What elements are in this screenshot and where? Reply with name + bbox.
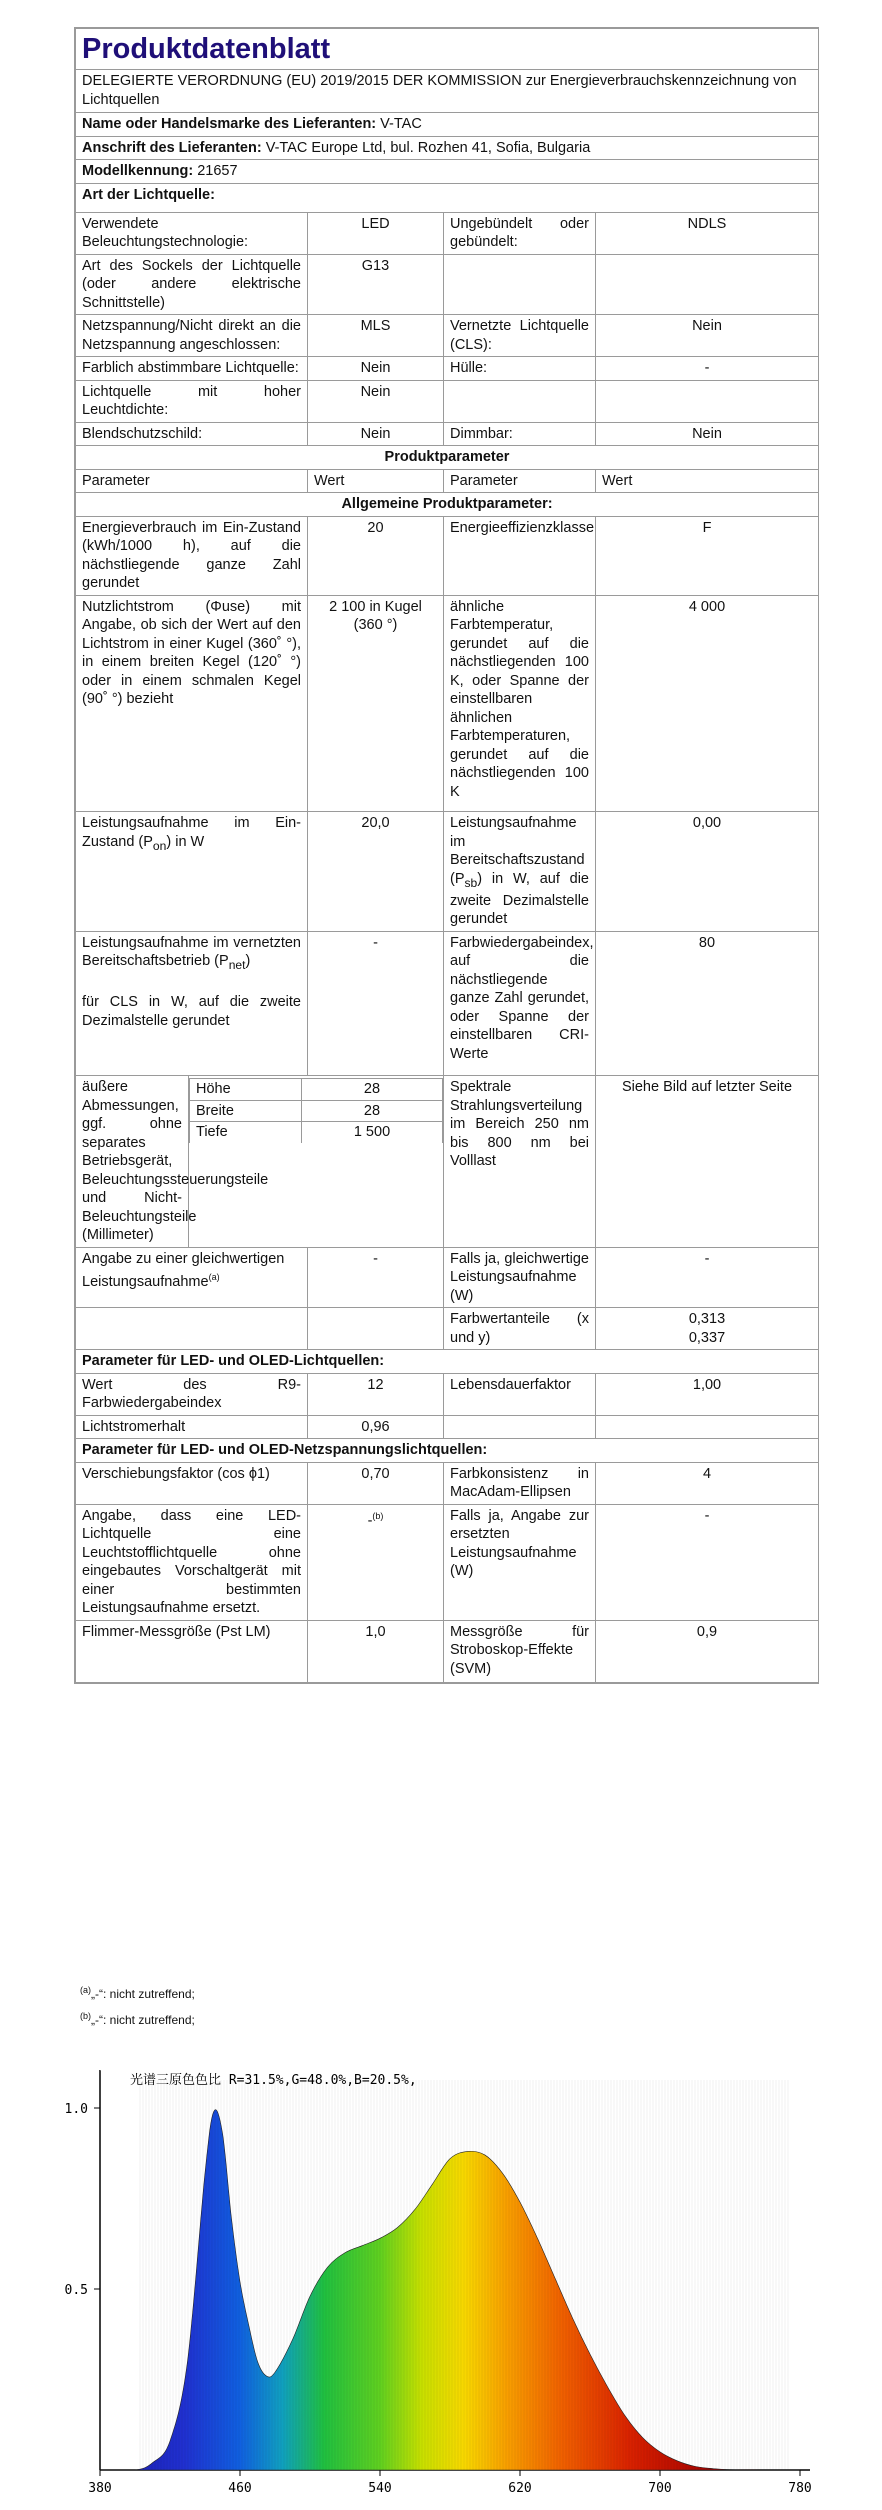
param-row-maintenance <box>76 1415 819 1439</box>
param-label: Spektrale Strahlungsverteilung im Bereich 250 nm bis 800 nm bei Volllast <box>444 1076 596 1248</box>
model-id: 21657 <box>197 163 238 179</box>
regulation-text: DELEGIERTE VERORDNUNG (EU) 2019/2015 DER KOMMISSION zur Energieverbrauchskennzeichnung von Lichtquellen <box>76 70 819 113</box>
type-value: - <box>596 357 819 381</box>
param-value: 80 <box>596 931 819 1076</box>
type-value <box>596 254 819 315</box>
col-value-header: Wert <box>308 469 444 493</box>
dim-value: 1 500 <box>302 1122 443 1143</box>
type-row <box>76 422 819 446</box>
type-heading: Art der Lichtquelle: <box>76 183 819 212</box>
x-tick-label: 700 <box>648 2481 672 2496</box>
param-label: Angabe, dass eine LED-Lichtquelle eine Leuchtstofflichtquelle ohne eingebautes Vorschaltgerät mit einer bestimmten Leistungsaufnahme ersetzt. <box>76 1504 308 1620</box>
type-param: Blendschutzschild: <box>76 422 308 446</box>
model-row <box>76 160 819 184</box>
param-value: - <box>596 1247 819 1308</box>
type-row <box>76 254 819 315</box>
type-row <box>76 357 819 381</box>
param-value: 2 100 in Kugel (360 °) <box>308 595 444 812</box>
param-row-chromaticity <box>76 1308 819 1350</box>
type-param <box>444 380 596 422</box>
footnote-a: $^{(a)}$„-“: nicht zutreffend; <box>80 1985 195 2001</box>
param-label: Farbkonsistenz in MacAdam-Ellipsen <box>444 1462 596 1504</box>
param-label: Nutzlichtstrom (Φuse) mit Angabe, ob sich der Wert auf den Lichtstrom in einer Kugel (360˚ °), in einem breiten Kegel (120˚ °) oder in einem schmalen Kegel (90˚ °) bezieht <box>76 595 308 812</box>
param-label: ähnliche Farbtemperatur, gerundet auf die nächstliegenden 100 K, oder Spanne der einstellbaren ähnlichen Farbtemperaturen, gerundet auf die nächstliegenden 100 K <box>444 595 596 812</box>
param-value: 20 <box>308 516 444 595</box>
product-data-sheet <box>74 27 819 1684</box>
param-value: 4 000 <box>596 595 819 812</box>
type-param: Verwendete Beleuchtungstechnologie: <box>76 212 308 254</box>
param-label: Lichtstromerhalt <box>76 1415 308 1439</box>
param-label: Falls ja, Angabe zur ersetzten Leistungsaufnahme (W) <box>444 1504 596 1620</box>
supplier-address-row <box>76 136 819 160</box>
type-param: Lichtquelle mit hoher Leuchtdichte: <box>76 380 308 422</box>
param-value: F <box>596 516 819 595</box>
param-row-cos <box>76 1462 819 1504</box>
param-value: - <box>596 1504 819 1620</box>
type-row <box>76 380 819 422</box>
type-value <box>596 380 819 422</box>
param-value: 0,96 <box>308 1415 444 1439</box>
col-value-header: Wert <box>596 469 819 493</box>
param-row-pon <box>76 812 819 932</box>
page-title: Produktdatenblatt <box>76 29 819 70</box>
param-value: 0,00 <box>596 812 819 932</box>
param-row-flux <box>76 595 819 812</box>
param-label: Lebensdauerfaktor <box>444 1373 596 1415</box>
param-row-replace <box>76 1504 819 1620</box>
param-value: 0,70 <box>308 1462 444 1504</box>
col-param-header: Parameter <box>444 469 596 493</box>
dim-label: Tiefe <box>190 1122 302 1143</box>
column-header-row <box>76 469 819 493</box>
supplier-name-label: Name oder Handelsmarke des Lieferanten: <box>82 116 377 132</box>
dimensions-table <box>189 1078 443 1143</box>
x-tick-label: 620 <box>508 2481 532 2496</box>
type-value: Nein <box>596 315 819 357</box>
type-param: Vernetzte Lichtquelle (CLS): <box>444 315 596 357</box>
type-value: Nein <box>308 357 444 381</box>
param-label: Farbwiedergabeindex, auf die nächstliegende ganze Zahl gerundet, oder Spanne der einstellbaren CRI-Werte <box>444 931 596 1076</box>
type-param <box>444 254 596 315</box>
x-tick-label: 380 <box>88 2481 112 2496</box>
supplier-name: V-TAC <box>380 116 422 132</box>
type-param: Hülle: <box>444 357 596 381</box>
type-param: Farblich abstimmbare Lichtquelle: <box>76 357 308 381</box>
footnote-b: $^{(b)}$„-“: nicht zutreffend; <box>80 2011 195 2027</box>
param-label: Energieeffizienzklasse <box>444 516 596 595</box>
param-label: Verschiebungsfaktor (cos ϕ1) <box>76 1462 308 1504</box>
dim-label: Höhe <box>190 1079 302 1101</box>
param-label: Messgröße für Stroboskop-Effekte (SVM) <box>444 1620 596 1683</box>
param-row-equivalent <box>76 1247 819 1308</box>
param-label: Falls ja, gleichwertige Leistungsaufnahme (W) <box>444 1247 596 1308</box>
x-tick-label: 540 <box>368 2481 392 2496</box>
supplier-address: V-TAC Europe Ltd, bul. Rozhen 41, Sofia, Bulgaria <box>265 139 591 156</box>
param-value: - <box>308 1247 444 1308</box>
param-value: 1,0 <box>308 1620 444 1683</box>
param-value: Siehe Bild auf letzter Seite <box>596 1076 819 1248</box>
param-value: 12 <box>308 1373 444 1415</box>
supplier-address-label: Anschrift des Lieferanten: <box>82 139 262 156</box>
type-value: NDLS <box>596 212 819 254</box>
param-value: 0,9 <box>596 1620 819 1683</box>
param-value: 1,00 <box>596 1373 819 1415</box>
param-row-r9 <box>76 1373 819 1415</box>
mains-heading: Parameter für LED- und OLED-Netzspannungslichtquellen: <box>76 1439 819 1463</box>
type-row <box>76 315 819 357</box>
param-value: -$^{(b)}$ <box>308 1504 444 1620</box>
param-row-dimensions <box>76 1076 819 1248</box>
dim-value: 28 <box>302 1100 443 1122</box>
model-label: Modellkennung: <box>82 163 194 179</box>
param-row-pnet <box>76 931 819 1076</box>
param-label: Angabe zu einer gleichwertigen Leistungsaufnahme$^{(a)}$ <box>76 1247 308 1308</box>
product-params-heading: Produktparameter <box>76 446 819 470</box>
spectral-distribution-chart <box>40 2040 860 2500</box>
param-row-energy <box>76 516 819 595</box>
footnotes <box>80 1979 195 2031</box>
type-value: G13 <box>308 254 444 315</box>
x-tick-label: 460 <box>228 2481 252 2496</box>
param-label: Leistungsaufnahme im Bereitschaftszustand $(P_{sb})$ in W, auf die zweite Dezimalstelle gerundet <box>444 812 596 932</box>
col-param-header: Parameter <box>76 469 308 493</box>
param-label: Energieverbrauch im Ein-Zustand (kWh/1000 h), auf die nächstliegende ganze Zahl gerundet <box>76 516 308 595</box>
param-value: - <box>308 931 444 1076</box>
type-row <box>76 212 819 254</box>
type-param: Art des Sockels der Lichtquelle (oder andere elektrische Schnittstelle) <box>76 254 308 315</box>
x-tick-label: 780 <box>788 2481 812 2496</box>
type-value: Nein <box>308 422 444 446</box>
param-label: Wert des R9-Farbwiedergabeindex <box>76 1373 308 1415</box>
param-row-flicker <box>76 1620 819 1683</box>
type-value: MLS <box>308 315 444 357</box>
type-param: Dimmbar: <box>444 422 596 446</box>
type-value: Nein <box>596 422 819 446</box>
y-tick-label: 1.0 <box>64 2102 88 2117</box>
supplier-name-row <box>76 113 819 137</box>
led-heading: Parameter für LED- und OLED-Lichtquellen: <box>76 1350 819 1374</box>
datasheet-table <box>75 28 819 1683</box>
dim-label: Breite <box>190 1100 302 1122</box>
param-label: Flimmer-Messgröße (Pst LM) <box>76 1620 308 1683</box>
param-value: 20,0 <box>308 812 444 932</box>
general-params-heading: Allgemeine Produktparameter: <box>76 493 819 517</box>
type-value: LED <box>308 212 444 254</box>
dim-value: 28 <box>302 1079 443 1101</box>
chart-title: 光谱三原色色比 R=31.5%,G=48.0%,B=20.5%, <box>130 2073 417 2088</box>
param-value: 0,313 0,337 <box>596 1308 819 1350</box>
y-tick-label: 0.5 <box>64 2283 88 2298</box>
param-label: Leistungsaufnahme im Ein-Zustand $(P_{on})$ in W <box>76 812 308 932</box>
param-label: äußere Abmessungen, ggf. ohne separates Betriebsgerät, Beleuchtungssteuerungsteile und Nicht-Beleuchtungsteile (Millimeter) <box>76 1076 189 1247</box>
type-param: Netzspannung/Nicht direkt an die Netzspannung angeschlossen: <box>76 315 308 357</box>
param-label: Farbwertanteile (x und y) <box>444 1308 596 1350</box>
param-label: Leistungsaufnahme im vernetzten Bereitschaftsbetrieb $(P_{net})$ für CLS in W, auf die zweite Dezimalstelle gerundet <box>76 931 308 1076</box>
type-value: Nein <box>308 380 444 422</box>
type-param: Ungebündelt oder gebündelt: <box>444 212 596 254</box>
param-value: 4 <box>596 1462 819 1504</box>
